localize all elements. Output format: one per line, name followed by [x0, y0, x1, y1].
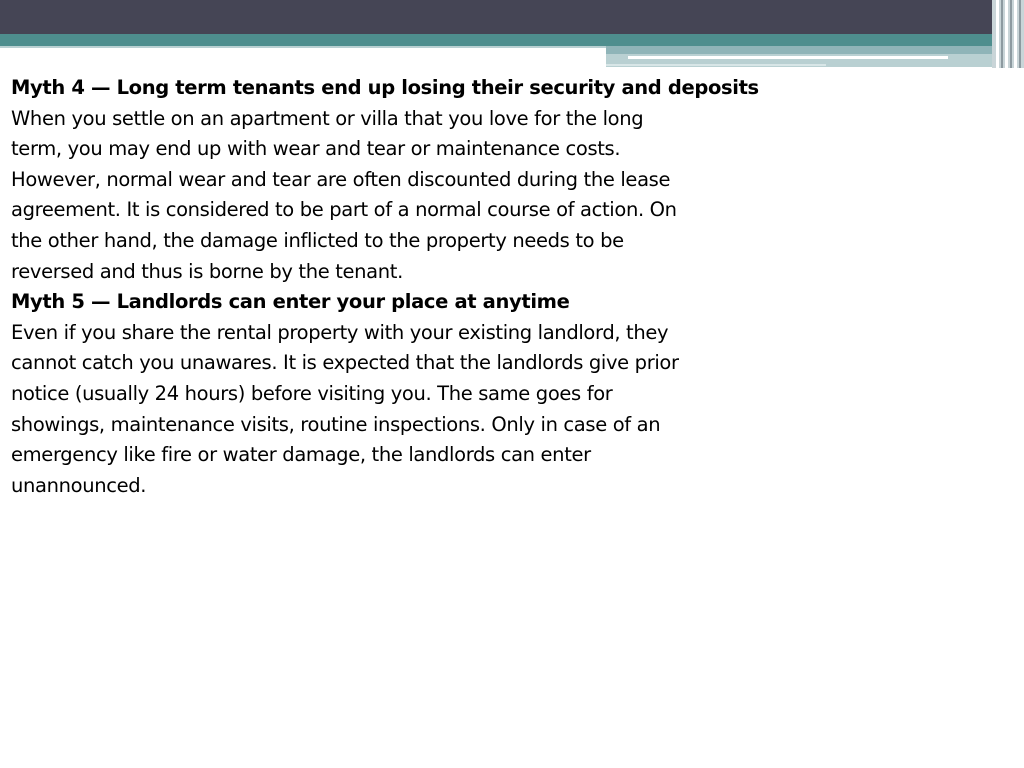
body-line: agreement. It is considered to be part of a normal course of action. On	[11, 198, 677, 222]
body-line: Even if you share the rental property with your existing landlord, they	[11, 320, 669, 344]
body-line: When you settle on an apartment or villa that you love for the long	[11, 106, 644, 130]
section-heading-myth-4: Myth 4 — Long term tenants end up losing their security and deposits	[11, 76, 759, 99]
body-line: term, you may end up with wear and tear or maintenance costs.	[11, 137, 621, 161]
header-dark-bar	[0, 0, 1024, 34]
body-line: notice (usually 24 hours) before visiting you. The same goes for	[11, 381, 613, 405]
body-line: However, normal wear and tear are often discounted during the lease	[11, 167, 671, 191]
corner-stripes-decoration	[992, 0, 1024, 68]
header-thin-line	[606, 64, 826, 66]
header-accent-bar	[606, 46, 1024, 54]
header-teal-bar	[0, 34, 1024, 46]
body-line: the other hand, the damage inflicted to the property needs to be	[11, 228, 624, 252]
header-white-line	[628, 56, 948, 59]
body-line: emergency like fire or water damage, the landlords can enter	[11, 443, 591, 467]
body-line: showings, maintenance visits, routine inspections. Only in case of an	[11, 412, 661, 436]
body-line: unannounced.	[11, 473, 147, 497]
body-line: cannot catch you unawares. It is expected that the landlords give prior	[11, 351, 679, 375]
body-line: reversed and thus is borne by the tenant.	[11, 259, 403, 283]
section-heading-myth-5: Myth 5 — Landlords can enter your place at anytime	[11, 290, 570, 314]
slide-body	[11, 73, 771, 501]
header-light-line	[0, 46, 606, 48]
